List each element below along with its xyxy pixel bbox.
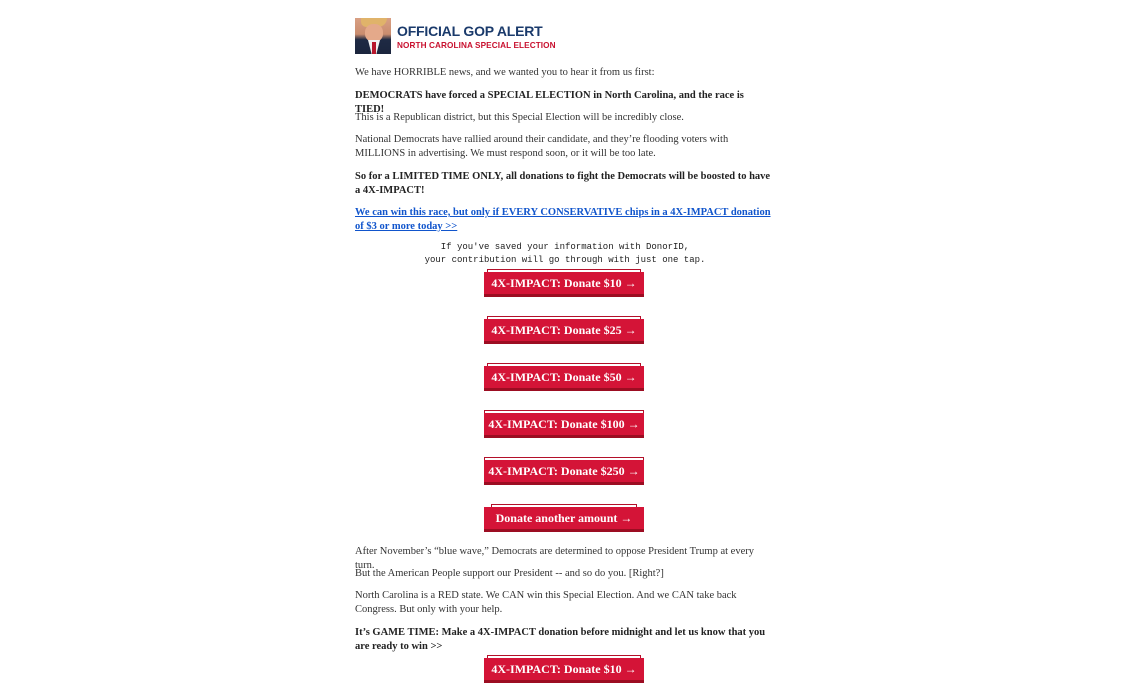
donate-50-label[interactable]: 4X-IMPACT: Donate $50 → xyxy=(484,366,644,391)
paragraph-limited-time: So for a LIMITED TIME ONLY, all donations to fight the Democrats will be boosted to have a 4X-IMPACT! xyxy=(355,171,771,196)
donate-50-button[interactable] xyxy=(484,363,644,391)
donate-10-button-bottom[interactable] xyxy=(484,655,644,683)
donorid-note-line1: If you've saved your information with DonorID, xyxy=(440,242,690,252)
donate-other-amount-label[interactable]: Donate another amount → xyxy=(484,507,644,532)
paragraph-game-time: It’s GAME TIME: Make a 4X-IMPACT donation before midnight and let us know that you are ready to win >> xyxy=(355,627,766,652)
trump-portrait-icon xyxy=(355,18,391,54)
header-subtitle: NORTH CAROLINA SPECIAL ELECTION xyxy=(397,41,556,50)
donate-250-button[interactable] xyxy=(484,457,644,485)
donate-10-bottom-label[interactable]: 4X-IMPACT: Donate $10 → xyxy=(484,658,644,683)
paragraph-intro: We have HORRIBLE news, and we wanted you to hear it from us first: xyxy=(355,67,655,78)
paragraph-special-election: DEMOCRATS have forced a SPECIAL ELECTION in North Carolina, and the race is TIED! xyxy=(355,90,744,115)
donorid-note-line2: your contribution will go through with just one tap. xyxy=(424,255,706,265)
donate-10-button[interactable] xyxy=(484,269,644,297)
donate-link[interactable]: We can win this race, but only if EVERY CONSERVATIVE chips in a 4X-IMPACT donation of $3 or more today >> xyxy=(355,207,771,232)
paragraph-national-democrats: National Democrats have rallied around their candidate, and they’re flooding voters with MILLIONS in advertising. We must respond soon, or it will be too late. xyxy=(355,134,729,159)
donate-25-button[interactable] xyxy=(484,316,644,344)
paragraph-american-people: But the American People support our President -- and so do you. [Right?] xyxy=(355,568,664,579)
paragraph-red-state: North Carolina is a RED state. We CAN win this Special Election. And we CAN take back Congress. But only with your help. xyxy=(355,590,737,615)
paragraph-republican-district: This is a Republican district, but this Special Election will be incredibly close. xyxy=(355,112,684,123)
donate-250-label[interactable]: 4X-IMPACT: Donate $250 → xyxy=(484,460,644,485)
paragraph-blue-wave: After November’s “blue wave,” Democrats are determined to oppose President Trump at every turn. xyxy=(355,546,754,571)
donate-other-amount-button[interactable] xyxy=(484,504,644,532)
donate-100-button[interactable] xyxy=(484,410,644,438)
donate-100-label[interactable]: 4X-IMPACT: Donate $100 → xyxy=(484,413,644,438)
header-title: OFFICIAL GOP ALERT xyxy=(397,23,543,39)
email-header xyxy=(355,18,555,54)
donate-10-label[interactable]: 4X-IMPACT: Donate $10 → xyxy=(484,272,644,297)
donate-25-label[interactable]: 4X-IMPACT: Donate $25 → xyxy=(484,319,644,344)
